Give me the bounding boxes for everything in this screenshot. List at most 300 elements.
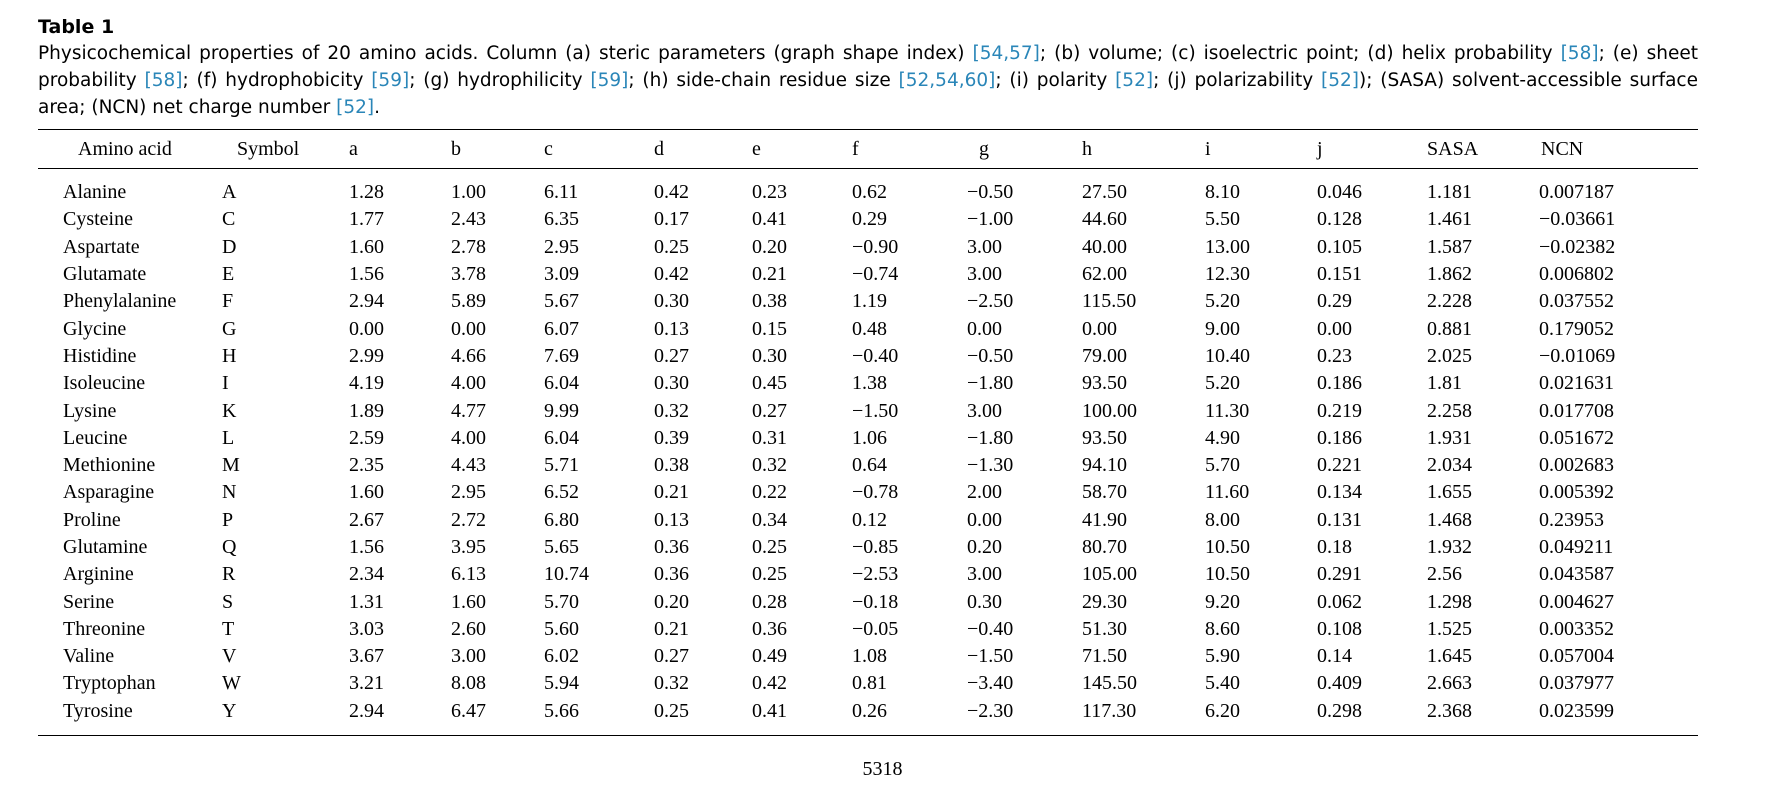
table-cell: 0.043587 bbox=[1539, 563, 1614, 586]
table-cell: 0.00 bbox=[451, 317, 486, 340]
table-row bbox=[38, 206, 1698, 233]
table-caption bbox=[38, 40, 1698, 121]
table-cell: 1.60 bbox=[451, 590, 486, 613]
table-cell: 94.10 bbox=[1082, 454, 1127, 477]
amino-acid-name: Cysteine bbox=[63, 208, 133, 231]
amino-acid-name: Alanine bbox=[63, 181, 127, 204]
table-cell: 8.08 bbox=[451, 672, 486, 695]
table-cell: 105.00 bbox=[1082, 563, 1137, 586]
table-cell: 4.00 bbox=[451, 426, 486, 449]
table-cell: W bbox=[222, 672, 241, 695]
table-cell: 10.50 bbox=[1205, 563, 1250, 586]
column-header-g: g bbox=[965, 130, 1080, 169]
table-cell: 5.70 bbox=[1205, 454, 1240, 477]
table-cell: −0.40 bbox=[967, 617, 1014, 640]
table-cell: 0.881 bbox=[1427, 317, 1472, 340]
table-cell: 0.21 bbox=[654, 481, 689, 504]
table-cell: 0.41 bbox=[752, 699, 787, 722]
table-cell: 10.40 bbox=[1205, 344, 1250, 367]
table-cell: 0.00 bbox=[349, 317, 384, 340]
table-cell: 0.057004 bbox=[1539, 645, 1614, 668]
table-cell: 0.21 bbox=[752, 263, 787, 286]
table-cell: 0.39 bbox=[654, 426, 689, 449]
table-row bbox=[38, 698, 1698, 736]
table-cell: 7.69 bbox=[544, 344, 579, 367]
table-row bbox=[38, 588, 1698, 615]
table-cell: 2.78 bbox=[451, 235, 486, 258]
table-cell: R bbox=[222, 563, 236, 586]
table-cell: 0.27 bbox=[752, 399, 787, 422]
table-cell: −0.03661 bbox=[1539, 208, 1616, 231]
table-cell: 5.65 bbox=[544, 536, 579, 558]
table-row bbox=[38, 397, 1698, 424]
table-cell: 2.95 bbox=[451, 481, 486, 504]
table-cell: 0.18 bbox=[1317, 536, 1352, 558]
table-cell: 6.02 bbox=[544, 645, 579, 668]
table-cell: 1.81 bbox=[1427, 372, 1462, 395]
caption-text: . bbox=[374, 97, 380, 118]
table-cell: 6.13 bbox=[451, 563, 486, 586]
table-cell: 2.34 bbox=[349, 563, 384, 586]
table-cell: 3.78 bbox=[451, 263, 486, 286]
table-cell: 0.003352 bbox=[1539, 617, 1614, 640]
table-cell: 8.00 bbox=[1205, 508, 1240, 531]
table-cell: C bbox=[222, 208, 236, 231]
caption-text: ; (e) sheet probability bbox=[38, 43, 1698, 91]
table-row bbox=[38, 288, 1698, 315]
table-cell: 0.00 bbox=[1082, 317, 1117, 340]
table-cell: 0.051672 bbox=[1539, 426, 1614, 449]
table-cell: 5.66 bbox=[544, 699, 579, 722]
caption-text: ; (g) hydrophilicity bbox=[409, 70, 591, 91]
table-cell: 145.50 bbox=[1082, 672, 1137, 695]
table-cell: 0.12 bbox=[852, 508, 887, 531]
table-cell: 5.20 bbox=[1205, 290, 1240, 313]
table-cell: 0.41 bbox=[752, 208, 787, 231]
table-cell: 0.48 bbox=[852, 317, 887, 340]
column-header-sasa: SASA bbox=[1425, 130, 1537, 169]
table-cell: 44.60 bbox=[1082, 208, 1127, 231]
amino-acid-name: Histidine bbox=[63, 344, 137, 367]
table-cell: 117.30 bbox=[1082, 699, 1137, 722]
table-cell: 2.258 bbox=[1427, 399, 1472, 422]
table-cell: 100.00 bbox=[1082, 399, 1137, 422]
table-cell: 0.13 bbox=[654, 508, 689, 531]
table-cell: 0.27 bbox=[654, 645, 689, 668]
table-cell: 0.20 bbox=[752, 235, 787, 258]
table-cell: 3.67 bbox=[349, 645, 384, 668]
table-cell: 2.67 bbox=[349, 508, 384, 531]
table-body bbox=[38, 169, 1698, 736]
table-cell: 1.00 bbox=[451, 181, 486, 204]
table-row bbox=[38, 425, 1698, 452]
table-cell: 0.134 bbox=[1317, 481, 1362, 504]
table-cell: 0.046 bbox=[1317, 181, 1362, 204]
table-cell: −2.30 bbox=[967, 699, 1014, 722]
table-cell: −2.53 bbox=[852, 563, 899, 586]
table-cell: 0.037977 bbox=[1539, 672, 1614, 695]
table-cell: 2.59 bbox=[349, 426, 384, 449]
citation-link[interactable]: [54,57] bbox=[972, 43, 1040, 64]
table-cell: 2.94 bbox=[349, 290, 384, 313]
table-cell: 2.35 bbox=[349, 454, 384, 477]
table-row bbox=[38, 534, 1698, 561]
table-cell: 2.663 bbox=[1427, 672, 1472, 695]
table-cell: 1.77 bbox=[349, 208, 384, 231]
table-cell: 6.07 bbox=[544, 317, 579, 340]
table-cell: 0.25 bbox=[752, 563, 787, 586]
table-cell: 12.30 bbox=[1205, 263, 1250, 286]
table-cell: 0.21 bbox=[654, 617, 689, 640]
citation-link[interactable]: [52] bbox=[336, 97, 375, 118]
amino-acid-name: Asparagine bbox=[63, 481, 155, 504]
caption-text: Physicochemical properties of 20 amino acids. Column (a) steric parameters (graph shape index) bbox=[38, 43, 973, 64]
table-cell: 0.006802 bbox=[1539, 263, 1614, 286]
table-cell: −0.90 bbox=[852, 235, 899, 258]
table-cell: 0.007187 bbox=[1539, 181, 1614, 204]
table-cell: S bbox=[222, 590, 234, 613]
table-cell: 0.62 bbox=[852, 181, 887, 204]
table-cell: 1.862 bbox=[1427, 263, 1472, 286]
table-cell: 6.52 bbox=[544, 481, 579, 504]
table-cell: 79.00 bbox=[1082, 344, 1127, 367]
table-cell: 3.95 bbox=[451, 536, 486, 558]
table-cell: 0.28 bbox=[752, 590, 787, 613]
table-cell: 0.23953 bbox=[1539, 508, 1604, 531]
amino-acid-name: Leucine bbox=[63, 426, 128, 449]
table-cell: 0.298 bbox=[1317, 699, 1362, 722]
table-cell: 11.30 bbox=[1205, 399, 1250, 422]
table-cell: 0.36 bbox=[654, 563, 689, 586]
table-cell: 0.20 bbox=[654, 590, 689, 613]
table-cell: 27.50 bbox=[1082, 181, 1127, 204]
table-cell: 6.04 bbox=[544, 426, 579, 449]
table-cell: 10.74 bbox=[544, 563, 589, 586]
amino-acid-name: Aspartate bbox=[63, 235, 140, 258]
table-cell: 8.10 bbox=[1205, 181, 1240, 204]
table-cell: 1.181 bbox=[1427, 181, 1472, 204]
table-cell: 1.56 bbox=[349, 536, 384, 558]
table-cell: 1.19 bbox=[852, 290, 887, 313]
table-cell: 3.09 bbox=[544, 263, 579, 286]
table-cell: −2.50 bbox=[967, 290, 1014, 313]
citation-link[interactable]: [52] bbox=[1321, 70, 1359, 91]
table-cell: 0.30 bbox=[967, 590, 1002, 613]
table-cell: P bbox=[222, 508, 234, 531]
table-cell: 1.298 bbox=[1427, 590, 1472, 613]
table-cell: 0.186 bbox=[1317, 372, 1362, 395]
table-cell: 2.43 bbox=[451, 208, 486, 231]
table-cell: 1.931 bbox=[1427, 426, 1472, 449]
table-row bbox=[38, 643, 1698, 670]
table-cell: 3.00 bbox=[967, 235, 1002, 258]
table-cell: F bbox=[222, 290, 234, 313]
table-cell: 4.66 bbox=[451, 344, 486, 367]
column-header-amino-acid: Amino acid bbox=[38, 130, 218, 169]
table-cell: 1.655 bbox=[1427, 481, 1472, 504]
table-cell: 5.20 bbox=[1205, 372, 1240, 395]
table-cell: 0.81 bbox=[852, 672, 887, 695]
table-cell: 1.587 bbox=[1427, 235, 1472, 258]
table-cell: 1.60 bbox=[349, 481, 384, 504]
table-row bbox=[38, 169, 1698, 207]
table-cell: 6.11 bbox=[544, 181, 579, 204]
caption-text: ; (h) side-chain residue size bbox=[628, 70, 899, 91]
table-row bbox=[38, 370, 1698, 397]
table-cell: 5.71 bbox=[544, 454, 579, 477]
table-cell: 6.20 bbox=[1205, 699, 1240, 722]
table-cell: 1.932 bbox=[1427, 536, 1472, 558]
table-bottom-rule bbox=[38, 735, 1698, 736]
table-cell: 2.56 bbox=[1427, 563, 1462, 586]
table-cell: 0.15 bbox=[752, 317, 787, 340]
table-row bbox=[38, 261, 1698, 288]
table-cell: 4.77 bbox=[451, 399, 486, 422]
caption-text: ; (i) polarity bbox=[995, 70, 1116, 91]
table-cell: 2.95 bbox=[544, 235, 579, 258]
caption-text: ); (SASA) solvent-accessible surface area; (NCN) net charge number bbox=[38, 70, 1698, 118]
table-cell: 1.60 bbox=[349, 235, 384, 258]
citation-link[interactable]: [59] bbox=[371, 70, 410, 91]
table-cell: 0.219 bbox=[1317, 399, 1362, 422]
table-cell: 11.60 bbox=[1205, 481, 1250, 504]
table-cell: −0.05 bbox=[852, 617, 899, 640]
table-cell: 62.00 bbox=[1082, 263, 1127, 286]
table-cell: 6.80 bbox=[544, 508, 579, 531]
table-cell: 0.004627 bbox=[1539, 590, 1614, 613]
table-cell: 93.50 bbox=[1082, 372, 1127, 395]
table-cell: D bbox=[222, 235, 237, 258]
table-cell: 5.89 bbox=[451, 290, 486, 313]
table-cell: −0.78 bbox=[852, 481, 899, 504]
table-cell: 2.228 bbox=[1427, 290, 1472, 313]
table-cell: E bbox=[222, 263, 235, 286]
amino-acid-name: Tyrosine bbox=[63, 699, 133, 722]
table-cell: 0.23 bbox=[1317, 344, 1352, 367]
table-row bbox=[38, 670, 1698, 697]
table-cell: 1.38 bbox=[852, 372, 887, 395]
citation-link[interactable]: [58] bbox=[1560, 43, 1599, 64]
table-cell: 1.89 bbox=[349, 399, 384, 422]
caption-text: ; (j) polarizability bbox=[1153, 70, 1322, 91]
table-cell: 0.30 bbox=[654, 372, 689, 395]
table-cell: 1.31 bbox=[349, 590, 384, 613]
table-cell: 0.36 bbox=[654, 536, 689, 558]
table-cell: 1.468 bbox=[1427, 508, 1472, 531]
table-cell: 1.56 bbox=[349, 263, 384, 286]
table-cell: 5.70 bbox=[544, 590, 579, 613]
column-header-c: c bbox=[542, 130, 652, 169]
table-cell: 0.64 bbox=[852, 454, 887, 477]
caption-text: ; (b) volume; (c) isoelectric point; (d) helix probability bbox=[1039, 43, 1561, 64]
column-header-d: d bbox=[652, 130, 750, 169]
table-row bbox=[38, 234, 1698, 261]
table-cell: 4.19 bbox=[349, 372, 384, 395]
table-cell: 0.45 bbox=[752, 372, 787, 395]
table-cell: −0.85 bbox=[852, 536, 899, 558]
table-cell: 2.60 bbox=[451, 617, 486, 640]
table-cell: Y bbox=[222, 699, 237, 722]
table-cell: 0.037552 bbox=[1539, 290, 1614, 313]
table-row bbox=[38, 507, 1698, 534]
table-cell: 0.30 bbox=[752, 344, 787, 367]
table-cell: 0.32 bbox=[654, 672, 689, 695]
amino-acid-name: Glycine bbox=[63, 317, 127, 340]
table-cell: 5.60 bbox=[544, 617, 579, 640]
table-cell: 3.03 bbox=[349, 617, 384, 640]
table-cell: 0.49 bbox=[752, 645, 787, 668]
table-cell: −3.40 bbox=[967, 672, 1014, 695]
column-header-i: i bbox=[1203, 130, 1315, 169]
amino-acid-name: Threonine bbox=[63, 617, 146, 640]
table-cell: 9.20 bbox=[1205, 590, 1240, 613]
table-cell: 3.00 bbox=[967, 263, 1002, 286]
table-cell: 3.00 bbox=[451, 645, 486, 668]
amino-acid-name: Glutamate bbox=[63, 263, 147, 286]
table-cell: −0.40 bbox=[852, 344, 899, 367]
table-cell: 0.105 bbox=[1317, 235, 1362, 258]
table-title: Table 1 bbox=[38, 16, 115, 38]
table-cell: 5.67 bbox=[544, 290, 579, 313]
table-cell: 2.94 bbox=[349, 699, 384, 722]
table-cell: 1.525 bbox=[1427, 617, 1472, 640]
table-cell: 0.29 bbox=[852, 208, 887, 231]
table-cell: 1.461 bbox=[1427, 208, 1472, 231]
table-cell: 10.50 bbox=[1205, 536, 1250, 558]
table-cell: −0.74 bbox=[852, 263, 899, 286]
table-cell: 0.26 bbox=[852, 699, 887, 722]
amino-acid-table bbox=[38, 129, 1698, 736]
table-cell: 1.06 bbox=[852, 426, 887, 449]
table-cell: 0.131 bbox=[1317, 508, 1362, 531]
table-cell: 0.017708 bbox=[1539, 399, 1614, 422]
table-cell: −1.80 bbox=[967, 372, 1014, 395]
table-cell: 1.08 bbox=[852, 645, 887, 668]
table-cell: 0.179052 bbox=[1539, 317, 1614, 340]
table-cell: 0.17 bbox=[654, 208, 689, 231]
table-cell: 58.70 bbox=[1082, 481, 1127, 504]
table-cell: 5.50 bbox=[1205, 208, 1240, 231]
table-cell: 4.90 bbox=[1205, 426, 1240, 449]
amino-acid-name: Phenylalanine bbox=[63, 290, 177, 313]
column-header-e: e bbox=[750, 130, 850, 169]
table-cell: Q bbox=[222, 536, 237, 558]
table-row bbox=[38, 561, 1698, 588]
table-cell: 0.221 bbox=[1317, 454, 1362, 477]
table-cell: 0.34 bbox=[752, 508, 787, 531]
table-cell: 5.94 bbox=[544, 672, 579, 695]
citation-link[interactable]: [52] bbox=[1115, 70, 1154, 91]
table-cell: 0.25 bbox=[654, 235, 689, 258]
table-cell: 0.14 bbox=[1317, 645, 1352, 668]
table-cell: −1.50 bbox=[852, 399, 899, 422]
amino-acid-name: Arginine bbox=[63, 563, 134, 586]
column-header-ncn: NCN bbox=[1537, 130, 1698, 169]
table-cell: 51.30 bbox=[1082, 617, 1127, 640]
table-cell: L bbox=[222, 426, 235, 449]
table-cell: 9.99 bbox=[544, 399, 579, 422]
table-row bbox=[38, 315, 1698, 342]
table-cell: 0.186 bbox=[1317, 426, 1362, 449]
table-cell: 2.034 bbox=[1427, 454, 1472, 477]
table-cell: −1.00 bbox=[967, 208, 1014, 231]
table-row bbox=[38, 616, 1698, 643]
table-cell: N bbox=[222, 481, 237, 504]
table-cell: 0.005392 bbox=[1539, 481, 1614, 504]
table-cell: 0.32 bbox=[752, 454, 787, 477]
citation-link[interactable]: [52,54,60] bbox=[898, 70, 996, 91]
table-cell: 2.025 bbox=[1427, 344, 1472, 367]
column-header-j: j bbox=[1315, 130, 1425, 169]
table-cell: 0.00 bbox=[967, 508, 1002, 531]
table-cell: −0.18 bbox=[852, 590, 899, 613]
table-cell: 2.368 bbox=[1427, 699, 1472, 722]
table-cell: 93.50 bbox=[1082, 426, 1127, 449]
table-cell: 0.38 bbox=[752, 290, 787, 313]
table-cell: −0.01069 bbox=[1539, 344, 1616, 367]
amino-acid-name: Serine bbox=[63, 590, 115, 613]
table-cell: 0.002683 bbox=[1539, 454, 1614, 477]
table-cell: 1.28 bbox=[349, 181, 384, 204]
column-header-symbol: Symbol bbox=[218, 130, 347, 169]
table-cell: 4.00 bbox=[451, 372, 486, 395]
table-cell: −1.80 bbox=[967, 426, 1014, 449]
table-cell: 2.72 bbox=[451, 508, 486, 531]
table-cell: H bbox=[222, 344, 237, 367]
table-cell: 0.20 bbox=[967, 536, 1002, 558]
table-cell: 0.062 bbox=[1317, 590, 1362, 613]
table-cell: 4.43 bbox=[451, 454, 486, 477]
table-cell: 0.31 bbox=[752, 426, 787, 449]
citation-link[interactable]: [59] bbox=[590, 70, 629, 91]
table-row bbox=[38, 452, 1698, 479]
table-cell: 6.47 bbox=[451, 699, 486, 722]
table-cell: 6.04 bbox=[544, 372, 579, 395]
column-header-f: f bbox=[850, 130, 965, 169]
table-cell: 0.42 bbox=[654, 181, 689, 204]
table-cell: 0.27 bbox=[654, 344, 689, 367]
amino-acid-name: Isoleucine bbox=[63, 372, 146, 395]
table-cell: 0.22 bbox=[752, 481, 787, 504]
table-cell: 3.00 bbox=[967, 399, 1002, 422]
page-number: 5318 bbox=[862, 758, 903, 780]
table-cell: −1.30 bbox=[967, 454, 1014, 477]
table-cell: A bbox=[222, 181, 237, 204]
column-header-a: a bbox=[347, 130, 449, 169]
table-cell: 5.90 bbox=[1205, 645, 1240, 668]
table-cell: 71.50 bbox=[1082, 645, 1127, 668]
table-cell: 80.70 bbox=[1082, 536, 1127, 558]
table-cell: 0.049211 bbox=[1539, 536, 1614, 558]
caption-text: ; (f) hydrophobicity bbox=[182, 70, 372, 91]
table-cell: 0.021631 bbox=[1539, 372, 1614, 395]
table-cell: 40.00 bbox=[1082, 235, 1127, 258]
table-cell: 0.00 bbox=[967, 317, 1002, 340]
table-cell: G bbox=[222, 317, 237, 340]
amino-acid-name: Proline bbox=[63, 508, 121, 531]
table-cell: 3.21 bbox=[349, 672, 384, 695]
table-cell: 8.60 bbox=[1205, 617, 1240, 640]
table-cell: −1.50 bbox=[967, 645, 1014, 668]
table-cell: 115.50 bbox=[1082, 290, 1137, 313]
amino-acid-name: Lysine bbox=[63, 399, 117, 422]
citation-link[interactable]: [58] bbox=[144, 70, 183, 91]
table-cell: M bbox=[222, 454, 240, 477]
table-cell: 0.25 bbox=[752, 536, 787, 558]
column-header-h: h bbox=[1080, 130, 1203, 169]
table-header-row bbox=[38, 130, 1698, 169]
table-cell: 0.23 bbox=[752, 181, 787, 204]
